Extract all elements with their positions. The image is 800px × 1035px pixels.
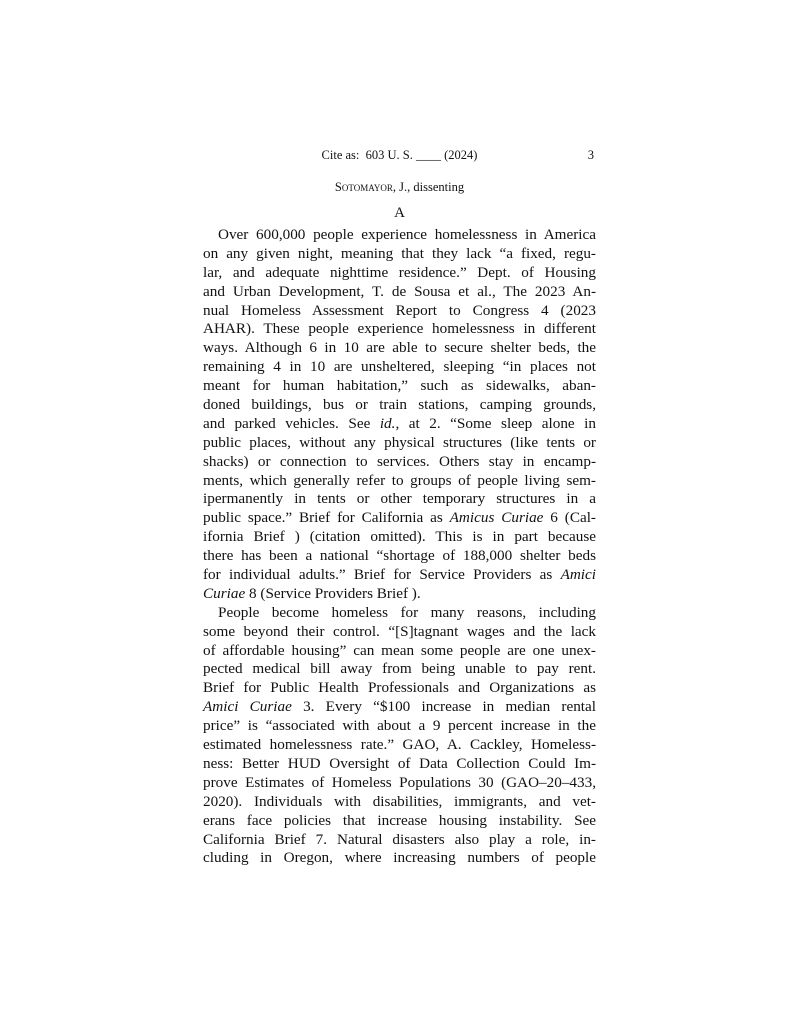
page-number: 3 [587,148,594,162]
text-segment: , at 2. “Some sleep alone in [395,414,596,432]
text-line: public places, without any physical structures (like tents or [203,433,596,451]
text-line: People become homeless for many reasons, including [218,603,596,621]
text-line: some beyond their control. “[S]tagnant wages and the lack [203,622,596,640]
author-name: Sotomayor [334,180,393,194]
text-line: meant for human habitation,” such as sidewalks, aban- [203,377,596,395]
text-segment: and parked vehicles. See [203,414,380,432]
text-line: ipermanently in tents or other temporary structures in a [203,490,596,508]
text-line: AHAR). These people experience homelessness in different [203,320,596,338]
citation-amicus-curiae: Amicus Curiae [449,509,544,527]
paragraph-1 [203,226,596,604]
text-line: cluding in Oregon, where increasing numbers of people [203,849,596,867]
section-heading: A [394,205,405,221]
text-line: price” is “associated with about a 9 percent increase in the [203,717,596,735]
text-line [203,585,596,604]
text-line: ways. Although 6 in 10 are able to secure shelter beds, the [203,339,596,357]
text-segment: 6 (Cal- [543,509,596,527]
text-segment: 8 (Service Providers Brief ). [245,584,421,602]
text-line [203,415,596,434]
citation-line: Cite as: 603 U. S. ____ (2024) [321,148,478,162]
text-line: 2020). Individuals with disabilities, immigrants, and vet- [203,792,596,810]
citation-curiae: Curiae [203,584,246,602]
text-line: pected medical bill away from being unable to pay rent. [203,660,596,678]
text-segment: 3. Every “$100 increase in median rental [291,698,596,716]
author-suffix: , J., dissenting [392,180,465,194]
text-line: on any given night, meaning that they lack “a fixed, regu- [203,244,596,262]
text-line: of affordable housing” can mean some people are one unex- [203,641,596,659]
running-header [203,148,596,166]
text-line: and Urban Development, T. de Sousa et al., The 2023 An- [203,282,596,300]
text-line: doned buildings, bus or train stations, camping grounds, [203,396,596,414]
text-line: nual Homeless Assessment Report to Congress 4 (2023 [203,301,596,319]
citation-amici: Amici [560,566,596,584]
text-line: ness: Better HUD Oversight of Data Collection Could Im- [203,754,596,772]
text-line: estimated homelessness rate.” GAO, A. Cackley, Homeless- [203,736,596,754]
opinion-author-line [203,180,596,195]
text-line: ifornia Brief ) (citation omitted). This is in part because [203,528,596,546]
text-line: erans face policies that increase housing instability. See [203,811,596,829]
text-line: lar, and adequate nighttime residence.” Dept. of Housing [203,263,596,281]
text-line [203,509,596,528]
text-line: remaining 4 in 10 are unsheltered, sleeping “in places not [203,358,596,376]
citation-id: id. [379,414,396,432]
text-line [203,698,596,717]
text-line: California Brief 7. Natural disasters also play a role, in- [203,830,596,848]
text-line: ments, which generally refer to groups of people living sem- [203,471,596,489]
text-line: prove Estimates of Homeless Populations 30 (GAO–20–433, [203,773,596,791]
text-line: Over 600,000 people experience homelessness in America [218,226,596,243]
text-line [203,566,596,585]
text-line: shacks) or connection to services. Others stay in encamp- [203,452,596,470]
text-line: there has been a national “shortage of 188,000 shelter beds [203,547,596,565]
opinion-body [203,226,596,868]
text-segment: for individual adults.” Brief for Service Providers as [203,566,561,584]
citation-amici-curiae: Amici Curiae [203,698,292,716]
text-segment: public space.” Brief for California as [203,509,450,527]
paragraph-2 [203,604,596,868]
text-line: Brief for Public Health Professionals and Organizations as [203,679,596,697]
